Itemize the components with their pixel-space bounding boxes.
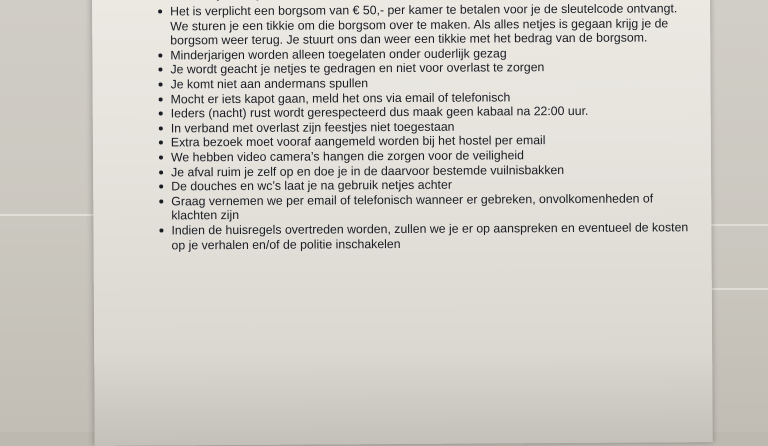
wall-right [706,0,768,432]
rule-item [171,220,691,252]
rule-text: Je komt niet aan andermans spullen [170,76,369,92]
bullet-icon [159,155,163,159]
bullet-icon [159,228,163,232]
bullet-icon [159,97,163,101]
bullet-icon [158,53,162,57]
bullet-icon [159,170,163,174]
rule-text: We hebben video camera’s hangen die zorgen voor de veiligheid [170,148,525,165]
bullet-icon [159,126,163,130]
bullet-icon [159,185,163,189]
bullet-icon [158,9,162,13]
wall-seam [0,214,96,216]
rule-text: Je wordt geacht je netjes te gedragen en niet voor overlast te zorgen [170,60,545,77]
rule-text: Het is verplicht een borgsom van € 50,- per kamer te betalen voor je de sleutelcode ontvangt. We sturen je een tikkie om die borgsom over te maken. Als alles netjes is gegaan krijg je de borgsom weer terug. Je stuurt ons dan weer een tikkie met het bedrag van de borgsom. [170,1,678,48]
rule-item [171,191,691,223]
rule-text: Extra bezoek moet vooraf aangemeld worden bij het hostel per email [170,133,546,150]
rule-text: Minderjarigen worden alleen toegelaten onder ouderlijk gezag [170,46,507,63]
wall-left [0,0,96,432]
wall-seam [706,288,768,290]
rule-item [170,1,690,48]
rule-text: In verband met overlast zijn feestjes niet toegestaan [170,119,455,136]
rule-text: Indien de huisregels overtreden worden, zullen we je er op aanspreken en eventueel de kosten op je verhalen en/of de politie inschakelen [171,220,689,252]
bullet-icon [159,112,163,116]
bullet-icon [158,68,162,72]
rule-text: Je afval ruim je zelf op en doe je in de daarvoor bestemde vuilnisbakken [171,162,565,179]
rule-text: Graag vernemen we per email of telefonisch wanneer er gebreken, onvolkomenheden of klachten zijn [171,191,654,223]
wall-seam [706,224,768,226]
rule-text: De douches en wc’s laat je na gebruik netjes achter [171,177,452,194]
bullet-icon [159,82,163,86]
house-rules-sheet [92,0,713,446]
bullet-icon [159,141,163,145]
rules-list [170,1,692,252]
rule-text: Mocht er iets kapot gaan, meld het ons via email of telefonisch [170,89,511,106]
rule-text: Ieders (nacht) rust wordt gerespecteerd dus maak geen kabaal na 22:00 uur. [170,104,589,121]
bullet-icon [159,199,163,203]
